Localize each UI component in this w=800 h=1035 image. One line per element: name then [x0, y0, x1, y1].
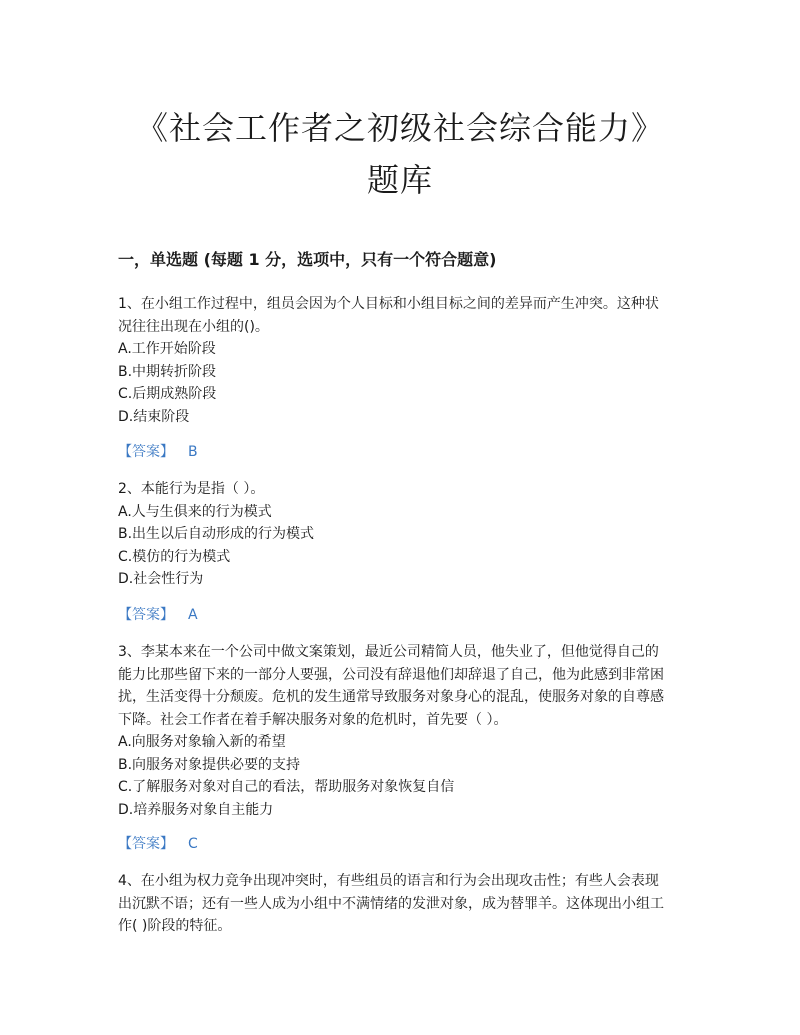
question-stem-line: 出沉默不语；还有一些人成为小组中不满情绪的发泄对象，成为替罪羊。这体现出小组工 [118, 895, 664, 912]
document-title: 《社会工作者之初级社会综合能力》 [135, 109, 664, 147]
option-c: C.了解服务对象对自己的看法，帮助服务对象恢复自信 [118, 779, 455, 795]
answer-3 [118, 833, 198, 855]
option-d: D.社会性行为 [118, 571, 204, 587]
answer-label: 【答案】 [118, 607, 174, 623]
answer-2 [118, 604, 198, 626]
option-d: D.结束阶段 [118, 408, 190, 425]
question-2 [118, 478, 688, 591]
option-b: B.出生以后自动形成的行为模式 [118, 526, 315, 542]
question-stem-line: 4、在小组为权力竞争出现冲突时，有些组员的语言和行为会出现攻击性；有些人会表现 [118, 873, 659, 889]
question-3 [118, 641, 688, 821]
question-stem-line: 下降。社会工作者在着手解决服务对象的危机时，首先要（ ）。 [118, 711, 508, 728]
option-c: C.后期成熟阶段 [118, 386, 217, 402]
document-subtitle: 题库 [366, 161, 433, 199]
option-b: B.向服务对象提供必要的支持 [118, 756, 301, 773]
question-stem-line: 作( )阶段的特征。 [118, 918, 232, 934]
option-a: A.向服务对象输入新的希望 [118, 734, 286, 750]
answer-value: A [188, 607, 198, 623]
question-stem-line: 况往往出现在小组的()。 [118, 318, 269, 335]
question-stem-line: 3、李某本来在一个公司中做文案策划，最近公司精简人员，他失业了，但他觉得自己的 [118, 644, 659, 660]
question-4 [118, 870, 688, 938]
option-a: A.工作开始阶段 [118, 341, 216, 357]
question-stem-line: 扰，生活变得十分颓废。危机的发生通常导致服务对象身心的混乱，使服务对象的自尊感 [118, 689, 664, 705]
option-b: B.中期转折阶段 [118, 363, 217, 380]
answer-value: C [188, 836, 198, 852]
option-a: A.人与生俱来的行为模式 [118, 503, 272, 520]
question-stem-line: 2、本能行为是指（ ）。 [118, 481, 265, 497]
question-stem-line: 1、在小组工作过程中，组员会因为个人目标和小组目标之间的差异而产生冲突。这种状 [118, 296, 659, 312]
answer-label: 【答案】 [118, 444, 174, 460]
option-d: D.培养服务对象自主能力 [118, 801, 274, 818]
question-1 [118, 293, 688, 428]
option-c: C.模仿的行为模式 [118, 548, 231, 565]
answer-value: B [188, 444, 198, 460]
question-stem-line: 能力比那些留下来的一部分人要强，公司没有辞退他们却辞退了自己，他为此感到非常困 [118, 666, 664, 683]
answer-1 [118, 441, 198, 463]
answer-label: 【答案】 [118, 836, 174, 852]
section-heading: 一，单选题 (每题 1 分，选项中，只有一个符合题意) [118, 250, 497, 269]
